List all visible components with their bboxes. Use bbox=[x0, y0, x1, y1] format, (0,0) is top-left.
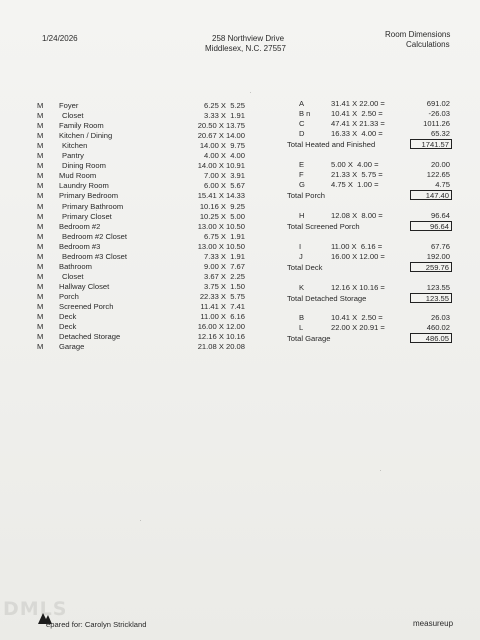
room-level: M bbox=[37, 191, 44, 201]
calc-letter: I bbox=[299, 242, 302, 251]
room-row bbox=[37, 221, 245, 232]
prepared-for-text: epared for: Carolyn Strickland bbox=[46, 620, 147, 629]
room-dimensions: 15.41 X 14.33 bbox=[197, 191, 245, 201]
calc-letter: B n bbox=[299, 109, 311, 119]
scan-speck bbox=[250, 92, 251, 93]
calc-row bbox=[287, 211, 452, 221]
room-name: Deck bbox=[59, 322, 77, 332]
calc-letter: E bbox=[299, 160, 305, 169]
calc-letter: A bbox=[299, 99, 305, 108]
calc-result: 192.00 bbox=[426, 252, 450, 262]
calc-result: 123.55 bbox=[426, 283, 450, 292]
room-row bbox=[37, 271, 245, 282]
room-dimensions: 11.00 X 6.16 bbox=[200, 312, 245, 322]
room-row bbox=[37, 191, 245, 201]
calc-row bbox=[287, 109, 452, 119]
room-level: M bbox=[37, 101, 44, 110]
room-dimensions: 14.00 X 10.91 bbox=[197, 161, 245, 171]
total-row bbox=[287, 334, 452, 345]
total-label: Total Garage bbox=[287, 334, 331, 344]
calc-expression: 11.00 X 6.16 = bbox=[331, 242, 383, 251]
room-name: Closet bbox=[62, 111, 84, 121]
calc-letter: B bbox=[299, 313, 305, 322]
room-dimensions: 10.25 X 5.00 bbox=[199, 211, 245, 221]
calc-row bbox=[287, 283, 452, 293]
room-level: M bbox=[37, 261, 44, 271]
calc-result: 122.65 bbox=[426, 170, 450, 180]
room-dimensions: 13.00 X 10.50 bbox=[197, 221, 245, 231]
room-dimensions: 12.16 X 10.16 bbox=[197, 332, 245, 342]
calc-expression: 4.75 X 1.00 = bbox=[331, 180, 379, 190]
room-level: M bbox=[37, 141, 44, 151]
document-title-line1: Room Dimensions bbox=[385, 30, 451, 39]
room-dimensions: 20.50 X 13.75 bbox=[197, 121, 245, 131]
room-name: Family Room bbox=[59, 121, 104, 131]
room-level: M bbox=[37, 211, 44, 221]
calc-row bbox=[287, 323, 452, 333]
room-name: Laundry Room bbox=[59, 181, 109, 191]
room-row bbox=[37, 111, 245, 121]
calc-row bbox=[287, 252, 452, 262]
room-level: M bbox=[37, 161, 44, 171]
calc-letter: D bbox=[299, 129, 305, 139]
room-name: Bedroom #3 Closet bbox=[62, 251, 128, 261]
calc-result: 1011.26 bbox=[423, 119, 450, 129]
room-level: M bbox=[37, 151, 44, 161]
room-row bbox=[37, 161, 245, 171]
total-row bbox=[287, 222, 452, 233]
total-label: Total Deck bbox=[287, 263, 323, 273]
room-level: M bbox=[37, 291, 44, 301]
mls-watermark: DMLS bbox=[3, 598, 68, 620]
calc-expression: 10.41 X 2.50 = bbox=[331, 109, 383, 119]
room-row bbox=[37, 281, 245, 292]
room-name: Screened Porch bbox=[59, 302, 114, 311]
room-name: Kitchen bbox=[62, 141, 88, 151]
total-row bbox=[287, 294, 452, 305]
room-level: M bbox=[37, 251, 44, 261]
total-label: Total Porch bbox=[287, 191, 325, 201]
calc-expression: 21.33 X 5.75 = bbox=[331, 170, 383, 180]
room-dimensions: 20.67 X 14.00 bbox=[197, 131, 245, 141]
total-value-box: 123.55 bbox=[410, 293, 452, 303]
calc-result: 691.02 bbox=[426, 99, 450, 108]
room-name: Dining Room bbox=[62, 161, 106, 171]
scan-speck bbox=[96, 210, 97, 211]
total-row bbox=[287, 140, 452, 151]
calc-expression: 16.00 X 12.00 = bbox=[331, 252, 385, 262]
calc-letter: G bbox=[299, 180, 305, 190]
total-label: Total Screened Porch bbox=[287, 222, 360, 232]
property-address-line1: 258 Northview Drive bbox=[212, 34, 285, 43]
calc-row bbox=[287, 170, 452, 180]
room-name: Mud Room bbox=[59, 171, 97, 181]
brand-name: measureup bbox=[413, 619, 454, 628]
room-row bbox=[37, 241, 245, 252]
calc-expression: 12.08 X 8.00 = bbox=[331, 211, 383, 220]
calc-letter: K bbox=[299, 283, 305, 292]
room-dimensions: 11.41 X 7.41 bbox=[200, 302, 245, 311]
room-dimensions: 6.25 X 5.25 bbox=[204, 101, 245, 110]
room-dimensions: 21.08 X 20.08 bbox=[197, 342, 245, 352]
scan-speck bbox=[380, 470, 381, 471]
total-value-box: 147.40 bbox=[410, 190, 452, 200]
calc-letter: L bbox=[299, 323, 304, 333]
total-row bbox=[287, 191, 452, 202]
calc-result: 96.64 bbox=[430, 211, 450, 220]
room-row bbox=[37, 322, 245, 332]
room-row bbox=[37, 312, 245, 322]
room-level: M bbox=[37, 221, 44, 231]
calc-row bbox=[287, 119, 452, 129]
room-dimensions: 4.00 X 4.00 bbox=[204, 151, 245, 161]
calc-result: -26.03 bbox=[428, 109, 450, 119]
calc-letter: H bbox=[299, 211, 305, 220]
total-value-box: 1741.57 bbox=[410, 139, 452, 149]
room-row bbox=[37, 201, 245, 212]
room-level: M bbox=[37, 231, 44, 241]
room-level: M bbox=[37, 281, 44, 291]
room-dimensions: 9.00 X 7.67 bbox=[204, 261, 245, 271]
room-level: M bbox=[37, 322, 44, 332]
room-name: Detached Storage bbox=[59, 332, 121, 342]
room-level: M bbox=[37, 181, 44, 191]
room-level: M bbox=[37, 201, 44, 211]
room-dimensions: 10.16 X 9.25 bbox=[199, 201, 245, 211]
total-value-box: 96.64 bbox=[410, 221, 452, 231]
room-level: M bbox=[37, 332, 44, 342]
calc-row bbox=[287, 242, 452, 252]
calc-row bbox=[287, 99, 452, 109]
room-dimensions: 13.00 X 10.50 bbox=[197, 241, 245, 251]
room-level: M bbox=[37, 131, 44, 141]
calc-letter: F bbox=[299, 170, 304, 180]
calc-expression: 47.41 X 21.33 = bbox=[331, 119, 385, 129]
room-row bbox=[37, 251, 245, 262]
room-dimensions: 3.75 X 1.50 bbox=[204, 281, 245, 291]
total-row bbox=[287, 263, 452, 274]
room-row bbox=[37, 151, 245, 161]
calc-letter: J bbox=[299, 252, 303, 262]
room-name: Primary Closet bbox=[62, 211, 112, 221]
room-dimensions: 7.00 X 3.91 bbox=[204, 171, 245, 181]
room-name: Bedroom #3 bbox=[59, 241, 101, 251]
room-level: M bbox=[37, 312, 44, 322]
room-dimensions: 6.00 X 5.67 bbox=[204, 181, 245, 191]
calc-row bbox=[287, 313, 452, 323]
room-name: Foyer bbox=[59, 101, 79, 110]
room-row bbox=[37, 181, 245, 191]
room-name: Bathroom bbox=[59, 261, 92, 271]
room-row bbox=[37, 171, 245, 181]
room-row bbox=[37, 261, 245, 272]
room-row bbox=[37, 342, 245, 352]
room-name: Primary Bathroom bbox=[62, 201, 124, 211]
room-name: Primary Bedroom bbox=[59, 191, 119, 201]
total-label: Total Detached Storage bbox=[287, 294, 367, 304]
room-level: M bbox=[37, 302, 44, 311]
calc-result: 26.03 bbox=[430, 313, 450, 322]
calc-expression: 22.00 X 20.91 = bbox=[331, 323, 385, 333]
calc-expression: 16.33 X 4.00 = bbox=[331, 129, 383, 139]
total-value-box: 259.76 bbox=[410, 262, 452, 272]
calc-result: 20.00 bbox=[430, 160, 450, 169]
total-label: Total Heated and Finished bbox=[287, 140, 376, 150]
calc-expression: 10.41 X 2.50 = bbox=[331, 313, 383, 322]
room-row bbox=[37, 121, 245, 131]
room-row bbox=[37, 211, 245, 222]
document-date: 1/24/2026 bbox=[42, 34, 78, 43]
room-row bbox=[37, 101, 245, 111]
room-row bbox=[37, 302, 245, 312]
room-name: Bedroom #2 Closet bbox=[62, 231, 128, 241]
room-name: Kitchen / Dining bbox=[59, 131, 113, 141]
room-level: M bbox=[37, 342, 44, 352]
room-name: Bedroom #2 bbox=[59, 221, 101, 231]
room-dimensions: 3.67 X 2.25 bbox=[204, 271, 245, 281]
room-name: Closet bbox=[62, 271, 84, 281]
room-row bbox=[37, 131, 245, 141]
calc-row bbox=[287, 180, 452, 190]
property-address-line2: Middlesex, N.C. 27557 bbox=[205, 44, 286, 53]
calc-row bbox=[287, 129, 452, 139]
room-dimensions: 7.33 X 1.91 bbox=[204, 251, 245, 261]
calc-row bbox=[287, 160, 452, 170]
calc-result: 65.32 bbox=[430, 129, 450, 139]
room-row bbox=[37, 141, 245, 151]
room-dimensions: 3.33 X 1.91 bbox=[204, 111, 245, 121]
calc-letter: C bbox=[299, 119, 305, 129]
calc-expression: 31.41 X 22.00 = bbox=[331, 99, 385, 108]
room-row bbox=[37, 291, 245, 302]
room-level: M bbox=[37, 171, 44, 181]
room-level: M bbox=[37, 241, 44, 251]
calc-expression: 12.16 X 10.16 = bbox=[331, 283, 385, 292]
calc-expression: 5.00 X 4.00 = bbox=[331, 160, 379, 169]
document-title-line2: Calculations bbox=[406, 40, 450, 49]
room-dimensions: 16.00 X 12.00 bbox=[197, 322, 245, 332]
calc-result: 67.76 bbox=[430, 242, 450, 251]
total-value-box: 486.05 bbox=[410, 333, 452, 343]
calc-result: 460.02 bbox=[426, 323, 450, 333]
calc-result: 4.75 bbox=[435, 180, 450, 190]
room-name: Deck bbox=[59, 312, 77, 322]
room-level: M bbox=[37, 121, 44, 131]
room-name: Porch bbox=[59, 291, 79, 301]
room-dimensions: 22.33 X 5.75 bbox=[199, 291, 245, 301]
room-name: Hallway Closet bbox=[59, 281, 110, 291]
room-name: Garage bbox=[59, 342, 85, 352]
room-dimensions: 14.00 X 9.75 bbox=[199, 141, 245, 151]
room-dimensions: 6.75 X 1.91 bbox=[204, 231, 245, 241]
room-level: M bbox=[37, 111, 44, 121]
scan-speck bbox=[140, 520, 141, 521]
room-row bbox=[37, 332, 245, 342]
room-level: M bbox=[37, 271, 44, 281]
room-row bbox=[37, 231, 245, 242]
room-name: Pantry bbox=[62, 151, 84, 161]
